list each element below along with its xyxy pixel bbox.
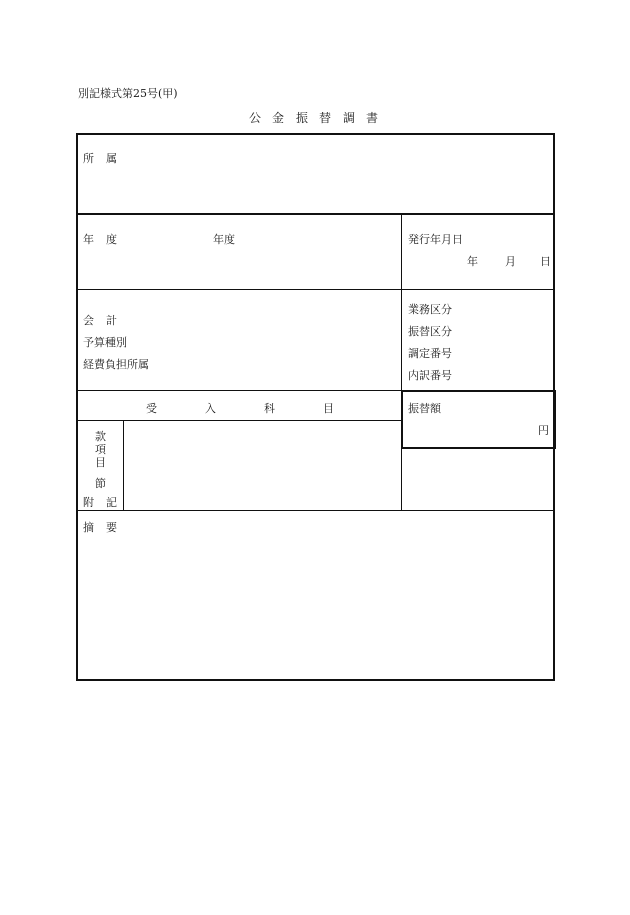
title-char: 振 — [296, 111, 309, 125]
moku-label: 目 — [95, 456, 106, 469]
issue-date-day-unit: 日 — [540, 255, 551, 268]
column-divider — [401, 214, 402, 511]
remarks-label-char: 要 — [106, 521, 117, 534]
row-divider — [76, 390, 402, 391]
accounting-label-char: 会 — [83, 314, 94, 327]
receipt-subject-header-char: 科 — [264, 402, 275, 415]
issue-date-year-unit: 年 — [467, 255, 478, 268]
title-char: 書 — [366, 111, 379, 125]
currency-unit: 円 — [538, 424, 549, 437]
fuki-label-char: 附 — [83, 496, 94, 509]
issue-date-month-unit: 月 — [505, 255, 516, 268]
title-char: 調 — [343, 111, 356, 125]
title-char: 替 — [319, 111, 332, 125]
fiscal-year-label-char: 度 — [106, 233, 117, 246]
setsu-label: 節 — [95, 477, 106, 490]
business-division-label: 業務区分 — [408, 303, 452, 316]
row-divider — [76, 213, 555, 215]
receipt-subject-header-char: 受 — [146, 402, 157, 415]
breakdown-number-label: 内訳番号 — [408, 369, 452, 382]
title-char: 金 — [272, 111, 285, 125]
fuki-label-char: 記 — [106, 496, 117, 509]
row-divider — [76, 510, 555, 511]
kan-label: 款 — [95, 430, 106, 443]
remarks-label-char: 摘 — [83, 521, 94, 534]
transfer-amount-box — [401, 390, 556, 449]
accounting-label-char: 計 — [106, 314, 117, 327]
kou-label: 項 — [95, 443, 106, 456]
fiscal-year-label-char: 年 — [83, 233, 94, 246]
adjustment-number-label: 調定番号 — [408, 347, 452, 360]
fiscal-year-suffix: 年度 — [213, 233, 235, 246]
receipt-subject-header-char: 入 — [205, 402, 216, 415]
row-divider — [76, 289, 555, 290]
transfer-amount-label: 振替額 — [408, 402, 441, 415]
transfer-division-label: 振替区分 — [408, 325, 452, 338]
receipt-subject-header-char: 目 — [323, 402, 334, 415]
affiliation-label-char: 属 — [106, 152, 117, 165]
issue-date-label: 発行年月日 — [408, 233, 463, 246]
column-divider — [123, 421, 124, 511]
form-number: 別記様式第25号(甲) — [78, 87, 178, 100]
affiliation-label-char: 所 — [83, 152, 94, 165]
row-divider — [76, 420, 402, 421]
budget-type-label: 予算種別 — [83, 336, 127, 349]
title-char: 公 — [249, 111, 262, 125]
expense-office-label: 経費負担所属 — [83, 358, 149, 371]
